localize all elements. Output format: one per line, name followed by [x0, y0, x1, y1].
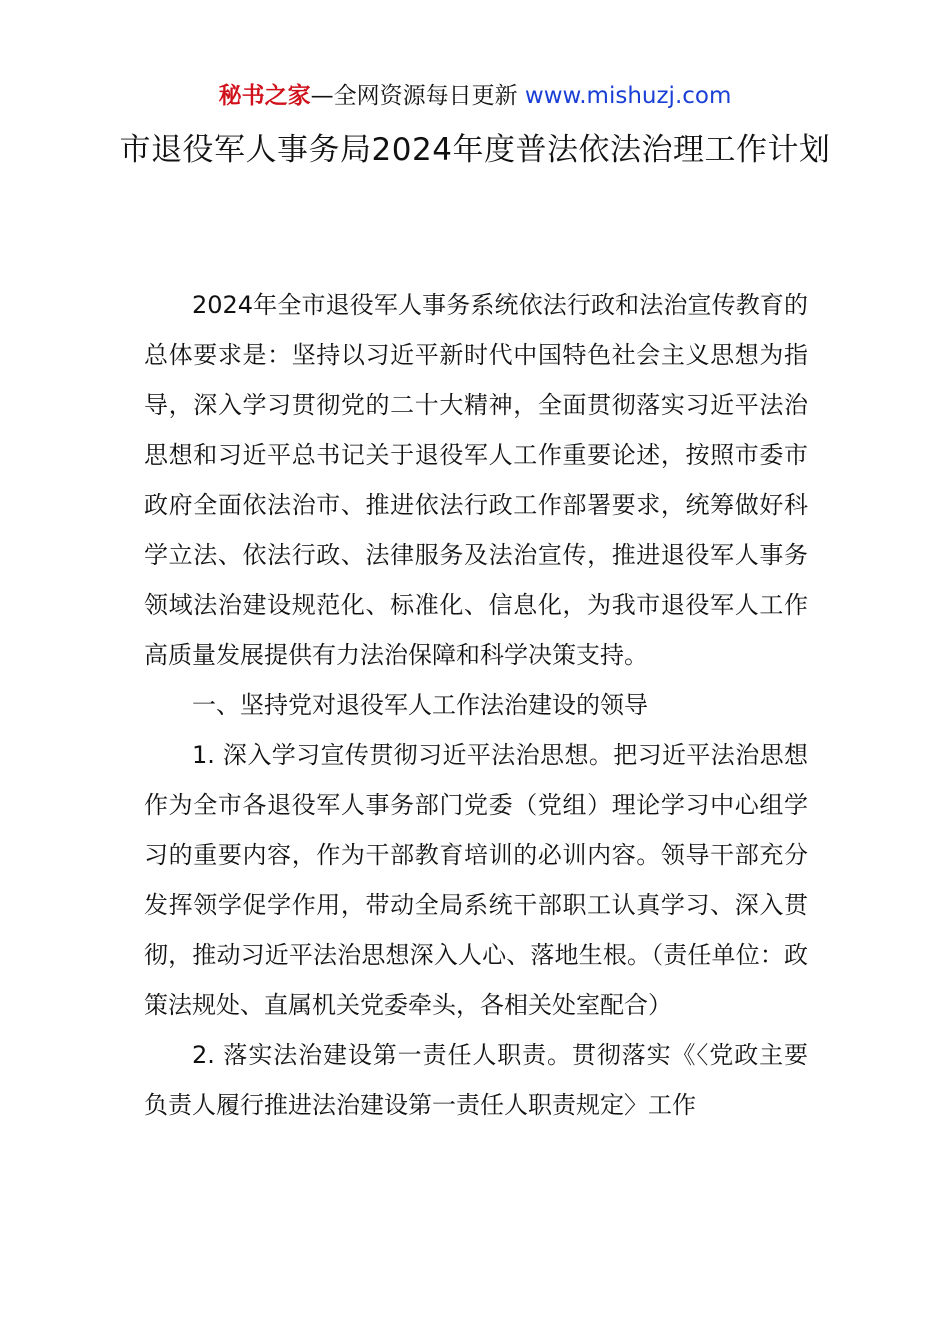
document-title: 市退役军人事务局2024年度普法依法治理工作计划	[119, 132, 831, 168]
site-header	[0, 80, 950, 112]
brand-name: 秘书之家	[218, 83, 311, 109]
body-paragraph: 1. 深入学习宣传贯彻习近平法治思想。把习近平法治思想作为全市各退役军人事务部门党委（党组）理论学习中心组学习的重要内容，作为干部教育培训的必训内容。领导干部充分发挥领学促学作用，带动全局系统干部职工认真学习、深入贯彻，推动习近平法治思想深入人心、落地生根。（责任单位：政策法规处、直属机关党委牵头，各相关处室配合）	[144, 741, 808, 1019]
body-paragraph: 2. 落实法治建设第一责任人职责。贯彻落实《〈党政主要负责人履行推进法治建设第一责任人职责规定〉工作	[144, 1041, 808, 1119]
site-url-link[interactable]: www.mishuzj.com	[524, 83, 732, 109]
document-body	[144, 280, 808, 1130]
header-tagline: —全网资源每日更新	[310, 83, 525, 109]
intro-paragraph: 2024年全市退役军人事务系统依法行政和法治宣传教育的总体要求是：坚持以习近平新时代中国特色社会主义思想为指导，深入学习贯彻党的二十大精神，全面贯彻落实习近平法治思想和习近平总书记关于退役军人工作重要论述，按照市委市政府全面依法治市、推进依法行政工作部署要求，统筹做好科学立法、依法行政、法律服务及法治宣传，推进退役军人事务领域法治建设规范化、标准化、信息化，为我市退役军人工作高质量发展提供有力法治保障和科学决策支持。	[144, 291, 808, 669]
section-heading: 一、坚持党对退役军人工作法治建设的领导	[192, 691, 648, 719]
